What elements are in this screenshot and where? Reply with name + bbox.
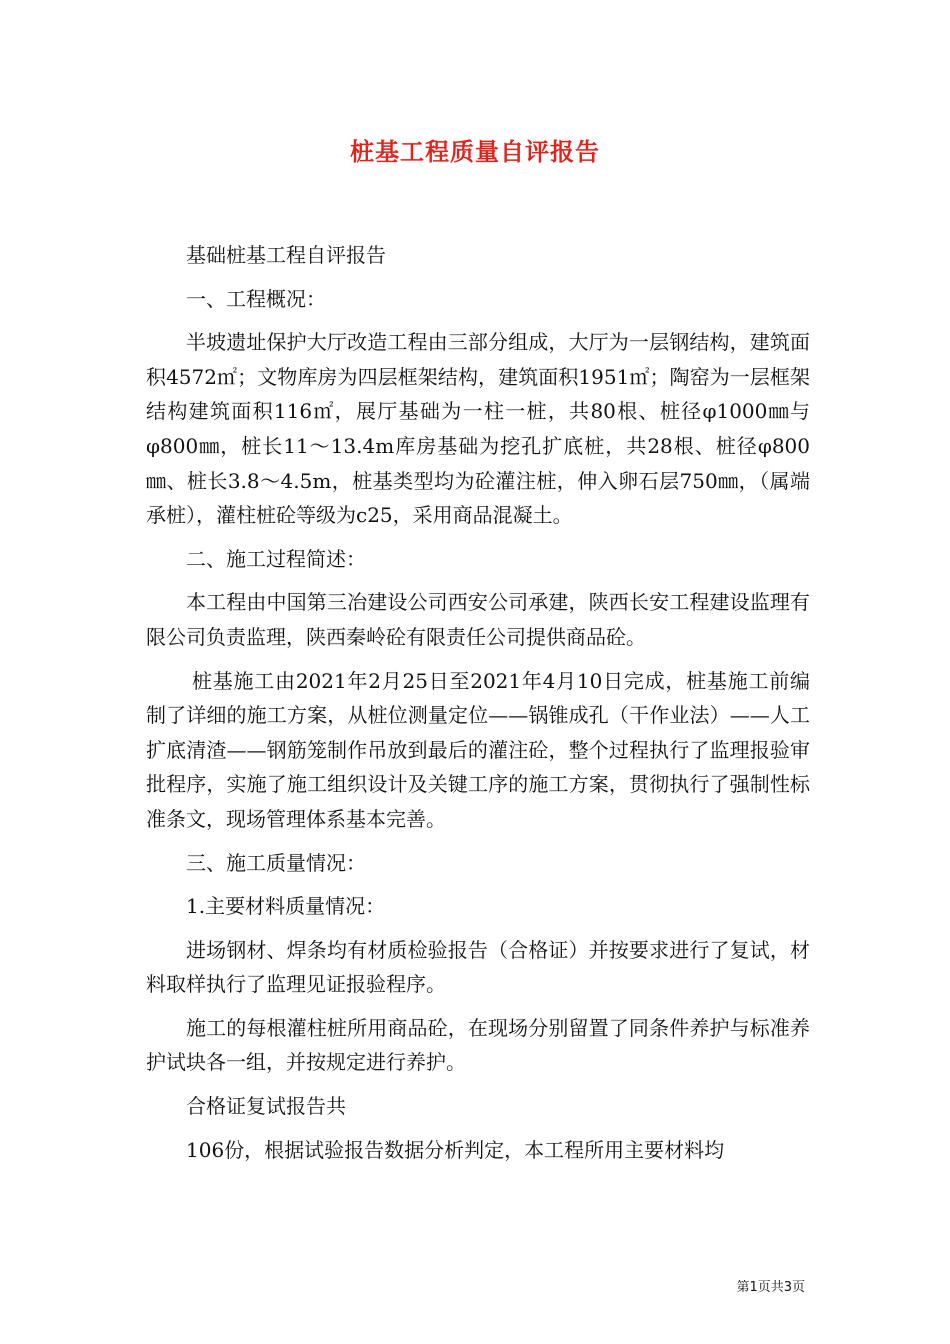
paragraph-construction-timeline: 桩基施工由2021年2月25日至2021年4月10日完成，桩基施工前编制了详细的施工方案，从桩位测量定位——锅锥成孔（干作业法）——人工扩底清渣——钢筋笼制作吊放到最后的灌注砼，整个过程执行了监理报验审批程序，实施了施工组织设计及关键工序的施工方案，贯彻执行了强制性标准条文，现场管理体系基本完善。 [146, 668, 810, 831]
report-subtitle: 基础桩基工程自评报告 [186, 243, 386, 267]
document-title: 桩基工程质量自评报告 [350, 137, 600, 166]
paragraph-test-analysis: 106份，根据试验报告数据分析判定，本工程所用主要材料均 [186, 1137, 725, 1162]
document-body [146, 238, 810, 1167]
section-heading-process: 二、施工过程简述： [186, 546, 366, 571]
paragraph-concrete-samples: 施工的每根灌柱桩所用商品砼，在现场分别留置了同条件养护与标准养护试块各一组，并按规定进行养护。 [146, 1015, 810, 1075]
section-heading-overview: 一、工程概况： [186, 286, 326, 311]
paragraph-certificate-reports: 合格证复试报告共 [186, 1094, 346, 1119]
section-heading-quality: 三、施工质量情况： [186, 850, 366, 875]
paragraph-steel-materials: 进场钢材、焊条均有材质检验报告（合格证）并按要求进行了复试，材料取样执行了监理见证报验程序。 [146, 937, 810, 997]
paragraph-overview: 半坡遗址保护大厅改造工程由三部分组成，大厅为一层钢结构，建筑面积4572㎡；文物库房为四层框架结构，建筑面积1951㎡；陶窑为一层框架结构建筑面积116㎡，展厅基础为一柱一桩，共80根、桩径φ1000㎜与φ800㎜，桩长11～13.4m库房基础为挖孔扩底桩，共28根、桩径φ800㎜、桩长3.8～4.5m，桩基类型均为砼灌注桩，伸入卵石层750㎜，（属端承桩），灌柱桩砼等级为c25，采用商品混凝土。 [146, 330, 810, 528]
paragraph-contractor: 本工程由中国第三冶建设公司西安公司承建，陕西长安工程建设监理有限公司负责监理，陕西秦岭砼有限责任公司提供商品砼。 [146, 590, 810, 649]
subsection-heading-materials: 1.主要材料质量情况： [186, 894, 386, 919]
page-number: 第1页共3页 [736, 1280, 805, 1295]
